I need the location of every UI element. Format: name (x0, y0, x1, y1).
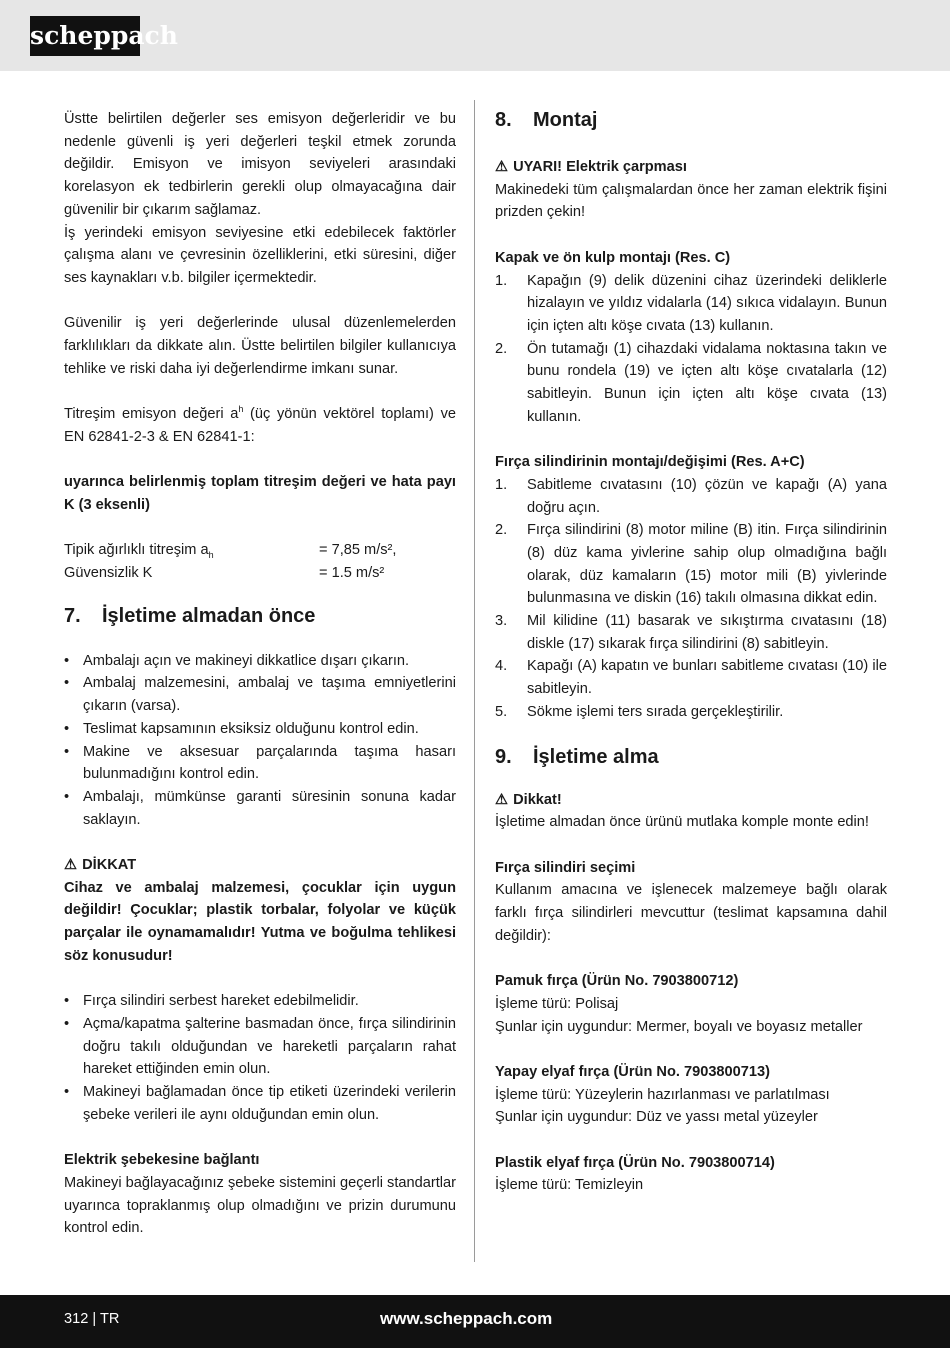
electric-warning-title: ⚠ UYARI! Elektrik çarpması (495, 156, 887, 179)
electric-warning-text: Makinedeki tüm çalışmalardan önce her zaman elektrik fişini prizden çekin! (495, 181, 887, 221)
cotton-brush-line-2: Şunlar için uygundur: Mermer, boyalı ve boyasız metaller (495, 1018, 863, 1035)
left-column (64, 108, 456, 1240)
warning-triangle-icon: ⚠ (495, 791, 509, 808)
cotton-brush-title: Pamuk fırça (Ürün No. 7903800712) (495, 973, 739, 990)
noise-paragraph-2: İş yerindeki emisyon seviyesine etki edebilecek faktörler çalışma alanı ve çevresinin özelliklerini, etki süresini, diğer ses kaynakları v.b. bilgiler içermektedir. (64, 224, 456, 286)
vibration-paragraph: Titreşim emisyon değeri $a^h$ (üç yönün vektörel toplamı) ve EN 62841-2-3 & EN 62841-1: (64, 404, 456, 445)
section-8-heading: 8. Montaj (495, 109, 598, 131)
list-item: • Teslimat kapsamının eksiksiz olduğunu kontrol edin. (64, 720, 419, 737)
website-url: www.scheppach.com (380, 1309, 553, 1328)
list-item: 2. Fırça silindirini (8) motor miline (B) itin. Fırça silindirinin (8) düz kama yivlerine sahip olup olmadığına bağlı olarak, düz kamaların (15) motor mili (B) yivlerinde bulunmasına ve diskin (16) takılı olmasına dikkat edin. (495, 522, 887, 607)
brush-mount-title: Fırça silindirinin montajı/değişimi (Res. A+C) (495, 454, 805, 471)
cover-mount-title: Kapak ve ön kulp montajı (Res. C) (495, 249, 731, 266)
warning-title: ⚠ DİKKAT (64, 854, 456, 877)
right-column (495, 108, 887, 1197)
list-item: • Ambalaj malzemesini, ambalaj ve taşıma emniyetlerini çıkarın (varsa). (64, 675, 456, 715)
attention-title: ⚠ Dikkat! (495, 789, 887, 812)
list-item: • Ambalajı, mümkünse garanti süresinin sonuna kadar saklayın. (64, 788, 456, 828)
warning-triangle-icon: ⚠ (495, 159, 509, 175)
list-item: • Açma/kapatma şalterine basmadan önce, fırça silindirinin doğru takılı olduğundan ve hareketli parçaların rahat hareket ettiğinden emin olun. (64, 1015, 456, 1078)
page-header (0, 0, 950, 71)
synthetic-brush-title: Yapay elyaf fırça (Ürün No. 7903800713) (495, 1063, 770, 1080)
brush-selection-title: Fırça silindiri seçimi (495, 859, 636, 876)
vibration-row-2: Güvensizlik K = 1.5 m/s² (64, 565, 385, 581)
vibration-bold-paragraph: uyarınca belirlenmiş toplam titreşim değeri ve hata payı K (3 eksenli) (64, 474, 456, 513)
list-item: • Fırça silindiri serbest hareket edebilmelidir. (64, 993, 359, 1010)
column-divider (474, 100, 475, 1262)
list-item: 3. Mil kilidine (11) basarak ve sıkıştırma cıvatasını (18) diskle (17) sıkarak fırça silindirini (8) sabitleyin. (495, 613, 887, 652)
list-item: 5. Sökme işlemi ters sırada gerçekleştirilir. (495, 703, 784, 720)
section-9-heading: 9. İşletime alma (495, 745, 659, 768)
page-footer (0, 1295, 950, 1348)
brush-mount-steps (495, 474, 887, 724)
list-item: • Ambalajı açın ve makineyi dikkatlice dışarı çıkarın. (64, 652, 410, 669)
vibration-row-1: Tipik ağırlıklı titreşim $a_h$ = 7,85 m/s², (64, 542, 397, 561)
electric-connection-text: Makineyi bağlayacağınız şebeke sistemini geçerli standartlar uyarınca topraklanmış olup olmadığını ve prizin durumunu kontrol edin. (64, 1174, 456, 1237)
noise-paragraph-3: Güvenilir iş yeri değerlerinde ulusal düzenlemelerden farklılıkları da dikkate alın. Üstte belirtilen bilgiler kullanıcıya tehlike ve riski daha iyi değerlendirme imkanı sunar. (64, 315, 456, 377)
warning-triangle-icon: ⚠ (64, 857, 78, 874)
plastic-brush-line-1: İşleme türü: Temizleyin (495, 1177, 644, 1194)
section-7-heading: 7. İşletime almadan önce (64, 604, 316, 627)
noise-paragraph-1: Üstte belirtilen değerler ses emisyon değerleridir ve bu nedenle güvenli iş yeri değerleri teşkil etmek zorunda değildir. Emisyon ve imisyon seviyeleri arasındaki korelasyon ek tedbirlerin gerekli olup olmayacağına dair güvenilir bir çıkarım sağlamaz. (64, 111, 456, 218)
scheppach-logo: scheppach (30, 16, 140, 56)
page-number: 312 | TR (64, 1311, 120, 1327)
electric-connection-title: Elektrik şebekesine bağlantı (64, 1152, 260, 1169)
section-7-bullets (64, 650, 456, 832)
plastic-brush-title: Plastik elyaf fırça (Ürün No. 7903800714) (495, 1154, 775, 1171)
brush-selection-text: Kullanım amacına ve işlenecek malzemeye bağlı olarak farklı fırça silindirleri mevcuttur (teslimat kapsamına dahil değildir): (495, 882, 887, 944)
list-item: 2. Ön tutamağı (1) cihazdaki vidalama noktasına takın ve bunu rondela (19) ve içten altı köşe cıvatalarla (12) sabitleyin. Bunun için içten altı köşe cıvata (13) kullanın. (495, 340, 887, 425)
list-item: • Makineyi bağlamadan önce tip etiketi üzerindeki verilerin şebeke verileri ile aynı olduğundan emin olun. (64, 1084, 456, 1123)
warning-text: Cihaz ve ambalaj malzemesi, çocuklar için uygun değildir! Çocuklar; plastik torbalar, folyolar ve küçük parçalar ile oynamamalıdır! Yutma ve boğulma tehlikesi söz konusudur! (64, 879, 456, 964)
list-item: 1. Kapağın (9) delik düzenini cihaz üzerindeki deliklerle hizalayın ve yıldız vidalarla (14) sıkıca vidalayın. Bunun için içten altı köşe cıvata (13) kullanın. (495, 272, 887, 334)
synthetic-brush-line-1: İşleme türü: Yüzeylerin hazırlanması ve parlatılması (495, 1086, 830, 1103)
cotton-brush-line-1: İşleme türü: Polisaj (495, 995, 619, 1012)
synthetic-brush-line-2: Şunlar için uygundur: Düz ve yassı metal yüzeyler (495, 1109, 818, 1126)
cover-mount-steps (495, 270, 887, 429)
list-item: • Makine ve aksesuar parçalarında taşıma hasarı bulunmadığını kontrol edin. (64, 743, 456, 783)
list-item: 4. Kapağı (A) kapatın ve bunları sabitleme cıvatası (10) ile sabitleyin. (495, 658, 887, 698)
list-item: 1. Sabitleme cıvatasını (10) çözün ve kapağı (A) yana doğru açın. (495, 476, 887, 516)
attention-text: İşletime almadan önce ürünü mutlaka komple monte edin! (495, 814, 869, 831)
safety-bullets (64, 990, 456, 1126)
